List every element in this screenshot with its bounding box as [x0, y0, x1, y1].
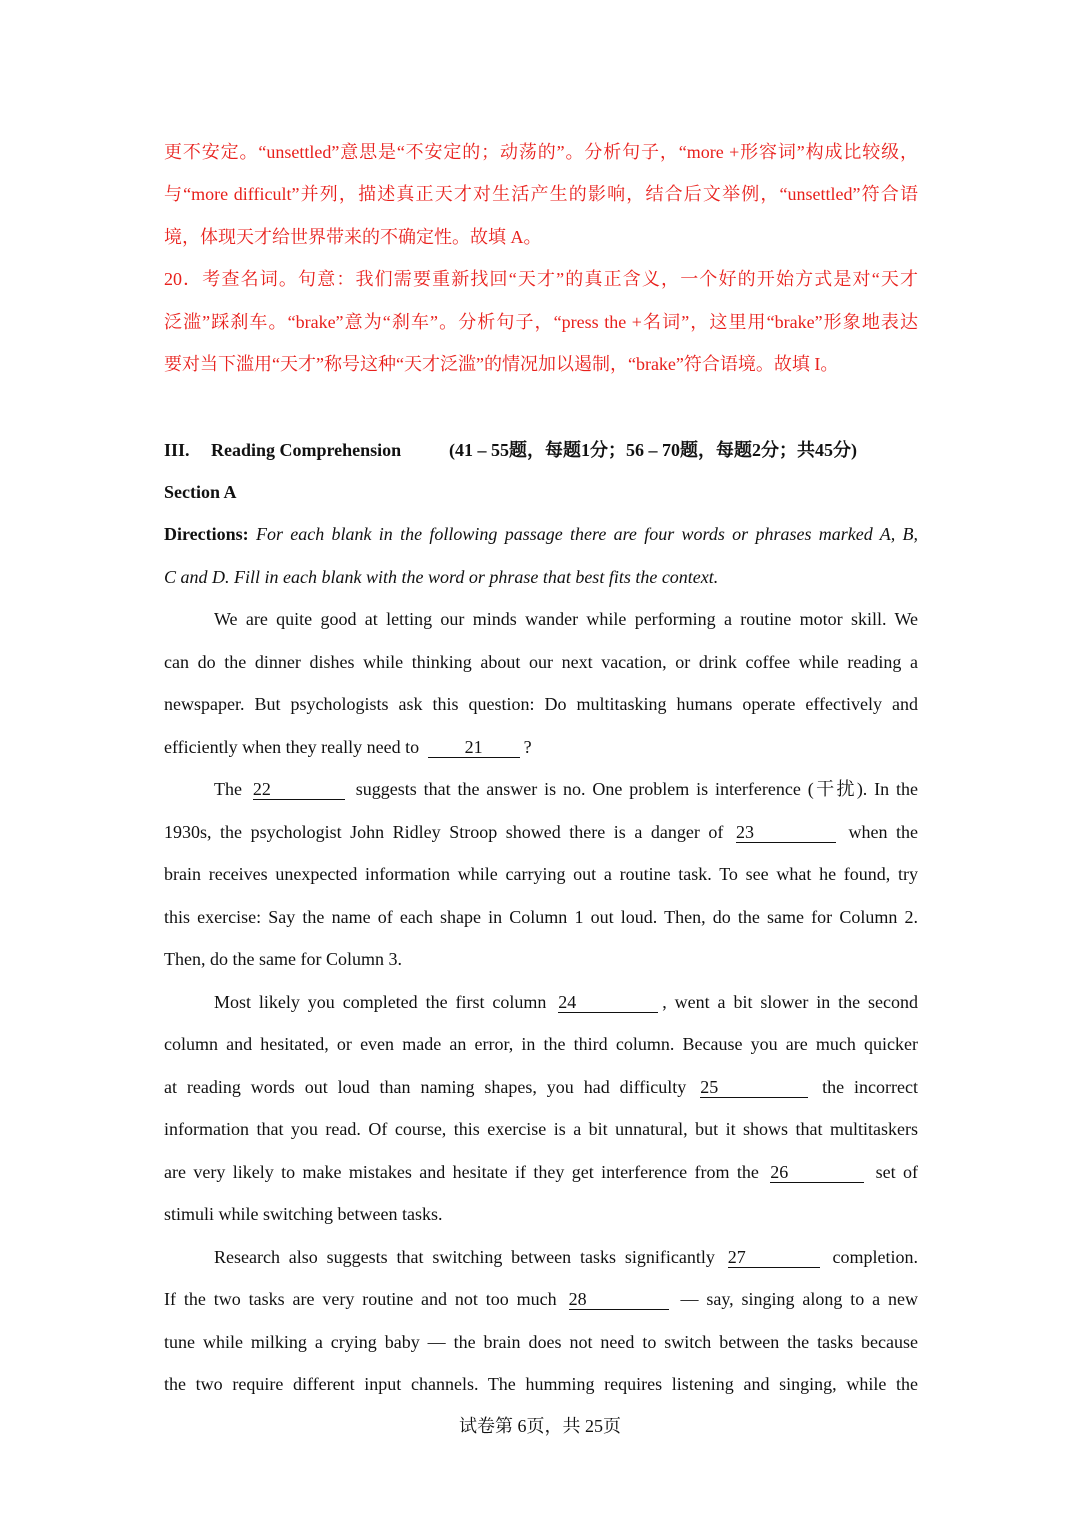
blank-21[interactable]: 21: [428, 737, 520, 758]
blank-26[interactable]: 26: [770, 1162, 864, 1183]
passage-line: this exercise: Say the name of each shape in Column 1 out loud. Then, do the same for Column 2.: [164, 907, 918, 927]
analysis-line: 境，体现天才给世界带来的不确定性。故填 A。: [164, 227, 542, 247]
passage-line: tune while milking a crying baby — the brain does not need to switch between the tasks because: [164, 1332, 918, 1352]
passage-text: completion.: [832, 1247, 919, 1267]
passage-line: [164, 1160, 918, 1184]
directions-text: For each blank in the following passage there are four words or phrases marked A, B,: [255, 524, 918, 544]
blank-24[interactable]: 24: [558, 992, 658, 1013]
passage-line: [214, 1245, 918, 1269]
passage-line: stimuli while switching between tasks.: [164, 1204, 443, 1224]
passage-text: suggests that the answer is no. One problem is interference (干扰). In the: [355, 779, 919, 799]
passage-text: efficiently when they really need to: [164, 737, 420, 757]
directions-line: [164, 522, 918, 546]
passage-text: Most likely you completed the first column: [214, 992, 547, 1012]
passage-text: ?: [523, 737, 532, 757]
blank-28[interactable]: 28: [569, 1289, 669, 1310]
passage-text: If the two tasks are very routine and not too much: [164, 1289, 557, 1309]
page-number: 试卷第 6页，共 25页: [459, 1416, 621, 1436]
passage-text: , went a bit slower in the second: [662, 992, 919, 1012]
passage-line: can do the dinner dishes while thinking about our next vacation, or drink coffee while reading a: [164, 652, 918, 672]
passage-text: Research also suggests that switching between tasks significantly: [214, 1247, 715, 1267]
passage-line: column and hesitated, or even made an error, in the third column. Because you are much quicker: [164, 1034, 918, 1054]
directions-line: C and D. Fill in each blank with the word or phrase that best fits the context.: [164, 567, 719, 587]
passage-text: 1930s, the psychologist John Ridley Stroop showed there is a danger of: [164, 822, 724, 842]
passage-line: [164, 1075, 918, 1099]
passage-line: Then, do the same for Column 3.: [164, 949, 402, 969]
blank-22[interactable]: 22: [253, 779, 345, 800]
passage-line: [214, 990, 918, 1014]
passage-line: [164, 1287, 918, 1311]
passage-text: when the: [848, 822, 919, 842]
passage-line: [214, 777, 918, 801]
blank-27[interactable]: 27: [728, 1247, 820, 1268]
analysis-line: 更不安定。“unsettled”意思是“不安定的；动荡的”。分析句子，“more +形容词”构成比较级，: [164, 142, 918, 162]
passage-text: — say, singing along to a new: [680, 1289, 919, 1309]
passage-line: We are quite good at letting our minds wander while performing a routine motor skill. We: [214, 609, 918, 629]
passage-text: are very likely to make mistakes and hesitate if they get interference from the: [164, 1162, 759, 1182]
analysis-line: 泛滥”踩刹车。“brake”意为“刹车”。分析句子，“press the +名词”，这里用“brake”形象地表达: [164, 312, 918, 332]
passage-text: set of: [875, 1162, 918, 1182]
passage-line: the two require different input channels. The humming requires listening and singing, while the: [164, 1374, 918, 1394]
passage-line: brain receives unexpected information while carrying out a routine task. To see what he found, try: [164, 864, 918, 884]
passage-line: newspaper. But psychologists ask this question: Do multitasking humans operate effectively and: [164, 694, 918, 714]
analysis-line: 要对当下滥用“天才”称号这种“天才泛滥”的情况加以遏制，“brake”符合语境。故填 I。: [164, 354, 839, 374]
passage-line: [164, 820, 918, 844]
directions-label: Directions:: [164, 524, 249, 544]
passage-text: The: [214, 779, 242, 799]
section-scoring: (41 – 55题，每题1分；56 – 70题，每题2分；共45分): [449, 440, 857, 460]
section-number: III.: [164, 440, 190, 460]
passage-line: [164, 735, 918, 759]
passage-line: information that you read. Of course, this exercise is a bit unnatural, but it shows that multitaskers: [164, 1119, 918, 1139]
blank-23[interactable]: 23: [736, 822, 836, 843]
passage-text: at reading words out loud than naming shapes, you had difficulty: [164, 1077, 687, 1097]
subsection-title: Section A: [164, 482, 237, 502]
analysis-line: 20．考查名词。句意：我们需要重新找回“天才”的真正含义，一个好的开始方式是对“天才: [164, 269, 918, 289]
section-title: Reading Comprehension: [211, 440, 402, 460]
analysis-line: 与“more difficult”并列，描述真正天才对生活产生的影响，结合后文举例，“unsettled”符合语: [164, 184, 918, 204]
blank-25[interactable]: 25: [700, 1077, 808, 1098]
passage-text: the incorrect: [822, 1077, 918, 1097]
